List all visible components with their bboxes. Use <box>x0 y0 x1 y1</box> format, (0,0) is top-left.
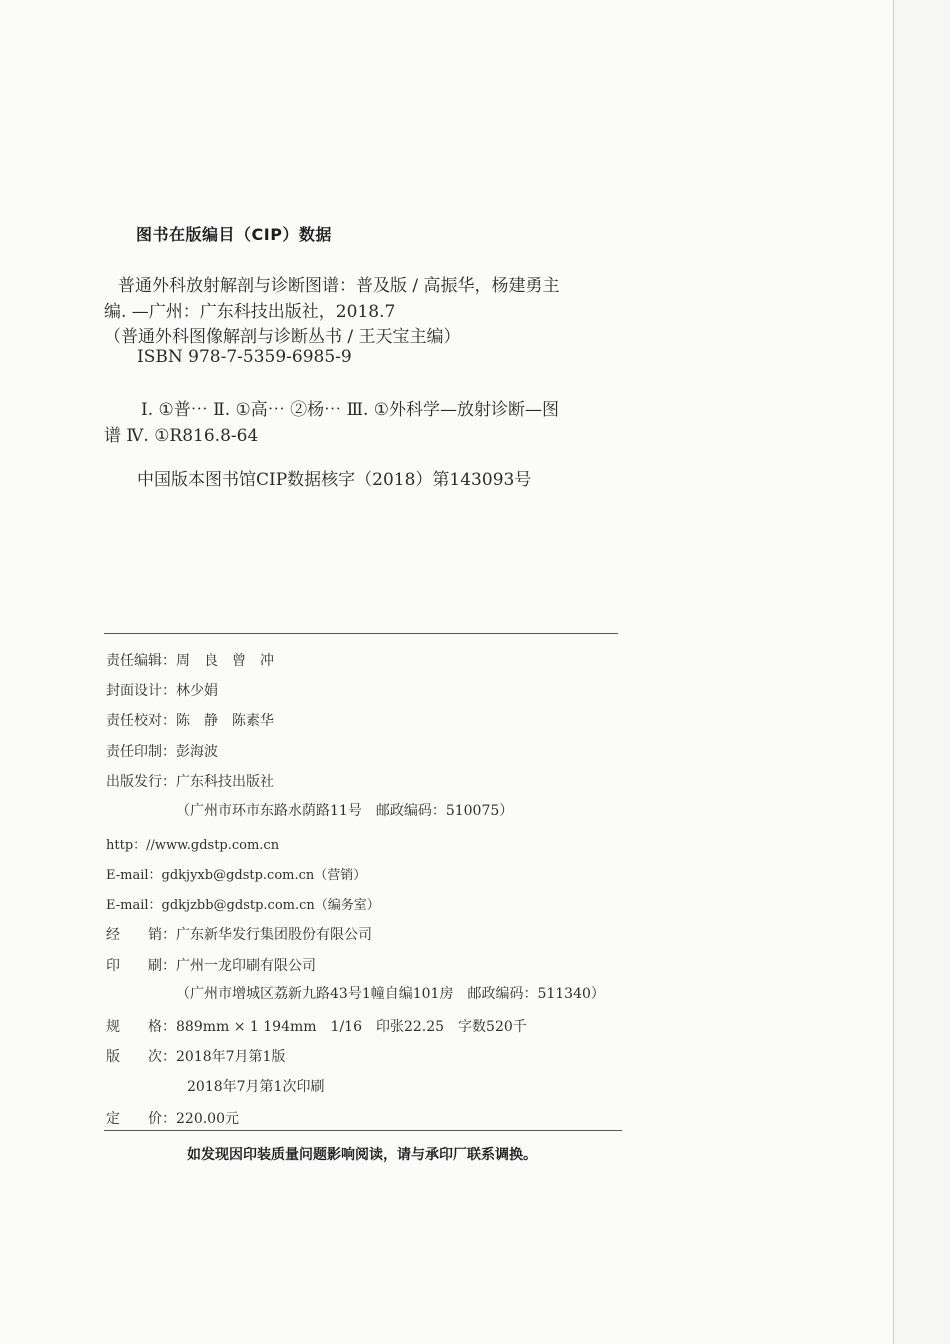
cip-classification-line: Ⅰ. ①普⋯ Ⅱ. ①高⋯ ②杨⋯ Ⅲ. ①外科学—放射诊断—图 <box>141 400 560 420</box>
email-editorial: E-mail：gdkjzbb@gdstp.com.cn（编务室） <box>106 898 380 913</box>
edition-row <box>106 1046 285 1066</box>
quality-notice: 如发现因印装质量问题影响阅读，请与承印厂联系调换。 <box>187 1147 537 1163</box>
editor-label: 责任编辑： <box>106 653 176 669</box>
printing-supervisor-label: 责任印制： <box>106 744 176 760</box>
distributor-row <box>106 924 372 944</box>
cip-publisher-line: 编. —广州：广东科技出版社，2018.7 <box>104 302 396 322</box>
cip-number-line: 中国版本图书馆CIP数据核字（2018）第143093号 <box>137 470 532 490</box>
proofreader-label: 责任校对： <box>106 713 176 729</box>
spec-row <box>106 1016 527 1036</box>
printer-label: 印 刷： <box>106 958 176 974</box>
page-edge-shade <box>894 0 950 1344</box>
top-rule <box>104 633 618 634</box>
distributor-value: 广东新华发行集团股份有限公司 <box>176 927 372 943</box>
price-label: 定 价： <box>106 1111 176 1127</box>
publisher-address: （广州市环市东路水荫路11号 邮政编码：510075） <box>176 803 514 819</box>
email-sales: E-mail：gdkjyxb@gdstp.com.cn（营销） <box>106 868 367 883</box>
cip-title-line: 普通外科放射解剖与诊断图谱：普及版 / 高振华，杨建勇主 <box>118 276 560 296</box>
website-url: http：//www.gdstp.com.cn <box>106 838 280 853</box>
publisher-row <box>106 771 274 791</box>
cip-classification-line-2: 谱 Ⅳ. ①R816.8-64 <box>104 426 259 446</box>
printing-supervisor-value: 彭海波 <box>176 744 218 760</box>
price-row <box>106 1108 239 1128</box>
editor-row <box>106 650 274 670</box>
spec-label: 规 格： <box>106 1019 176 1035</box>
spec-value: 889mm × 1 194mm 1/16 印张22.25 字数520千 <box>176 1019 527 1035</box>
cip-heading: 图书在版编目（CIP）数据 <box>136 225 332 244</box>
editor-value: 周 良 曾 冲 <box>176 653 274 669</box>
printing-supervisor-row <box>106 741 218 761</box>
cover-design-label: 封面设计： <box>106 683 176 699</box>
printer-value: 广州一龙印刷有限公司 <box>176 958 316 974</box>
edition-label: 版 次： <box>106 1049 176 1065</box>
printing-date: 2018年7月第1次印刷 <box>187 1079 325 1095</box>
cip-isbn-line: ISBN 978-7-5359-6985-9 <box>137 347 352 367</box>
cip-series-line: （普通外科图像解剖与诊断丛书 / 王天宝主编） <box>104 327 461 347</box>
cover-design-row <box>106 680 218 700</box>
publisher-value: 广东科技出版社 <box>176 774 274 790</box>
distributor-label: 经 销： <box>106 927 176 943</box>
price-value: 220.00元 <box>176 1111 239 1127</box>
edition-value: 2018年7月第1版 <box>176 1049 286 1065</box>
cover-design-value: 林少娟 <box>176 683 218 699</box>
publisher-label: 出版发行： <box>106 774 176 790</box>
proofreader-value: 陈 静 陈素华 <box>176 713 274 729</box>
printer-row <box>106 955 316 975</box>
proofreader-row <box>106 710 274 730</box>
printer-address: （广州市增城区荔新九路43号1幢自编101房 邮政编码：511340） <box>176 986 605 1002</box>
page-edge-line <box>893 0 894 1344</box>
bottom-rule <box>104 1130 622 1131</box>
